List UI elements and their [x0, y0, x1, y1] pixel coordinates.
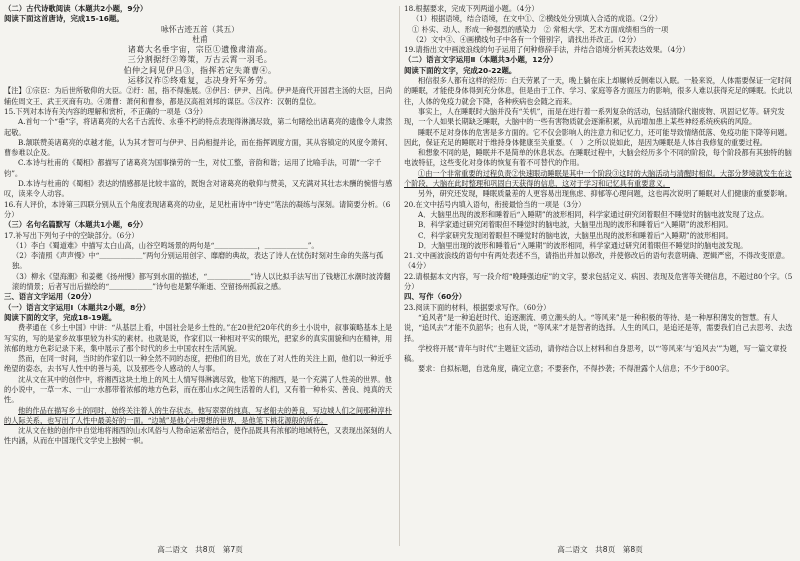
section-language-intro: 阅读下面的文字，完成18-19题。 — [4, 312, 117, 322]
question-15: 15.下列对本诗有关内容的理解和赏析，不正确的一项是（3分） — [4, 106, 207, 116]
question-23: 23.阅读下面的材料，根据要求写作。（60分） — [404, 302, 551, 312]
writing-material: “追风者”是一种追赶时代、追逐潮流、勇立潮头的人。“等风来”是一种积极的等待、是一种厚积薄发的智慧。有人说，“追风去”才能不负韶华；也有人说，“等风来”才是智者的选择。人生的风口，是追还是等，需要我们自己去思考、去选择。 — [404, 312, 793, 343]
poem-line: 伯仲之间见伊吕③，指挥若定失萧曹④。 — [123, 65, 277, 75]
page-divider — [399, 6, 400, 546]
passage-paragraph: 沈从文在其中的创作中，将湘西这块土地上的风土人情写得淋漓尽致，他笔下的湘西，是一个充满了人性美的世界。他的小说中，一草一木、一山一水都带着浓郁的地方色彩，而在那山水之间生活着的人们，又有着一种朴实、善良、纯真的天性。 — [4, 374, 393, 405]
poem-line: 诸葛大名垂宇宙，宗臣①遗像肃清高。 — [127, 45, 273, 55]
writing-requirements: 要求：自拟标题，自选角度，确定立意；不要套作，不得抄袭；不得泄露个人信息；不少于800字。 — [418, 364, 734, 374]
poem-line: 三分割据纡②筹策，万古云霄一羽毛。 — [127, 55, 273, 65]
q15-option-a: A.首句一个“垂”字，将诸葛亮的大名千古流传、永垂不朽的特点表现得淋漓尽致，第二句睹绘出诸葛亮的遗像令人肃然起敬。 — [4, 117, 393, 137]
poem-author: 杜甫 — [192, 34, 208, 44]
question-21: 21.文中画波浪线的语句中有两处表述不当，请指出并加以修改，并使修改后的语句表意明确、逻辑严密，不得改变原意。（4分） — [404, 251, 790, 271]
poem-title: 咏怀古迹五首（其五） — [161, 24, 239, 34]
q18-item-1-options: ① 朴实、动人、形成一种强烈的感染力 ② 常相大学、艺术方面成绩相当的一项 — [412, 24, 669, 34]
q17-item-1: （1）李白《蜀道难》中描写太白山高，山谷空鸣场景的两句是“＿＿＿＿＿＿，＿＿＿＿＿＿”。 — [12, 240, 319, 250]
poem-note: 【注】①宗臣：为后世所敬仰的大臣。②纡：屈，指不得施展。③伊吕：伊尹、吕尚。伊尹是商代开国君主汤的大臣，吕尚辅佐周文王、武王灭商有功。④萧曹：萧何和曹参，都是汉高祖刘邦的谋臣。⑤汉祚：汉朝的皇位。 — [4, 86, 393, 106]
q18-item-1: （1）根据语境，结合语境，在文中①、②横线处分别填入合适的成语。（2分） — [412, 14, 662, 24]
q20-option-d: D．大脑里出现的波形和睡着后“入睡期”的波形相同，科学家通过研究闭着眼但不睡觉时的脑电波发现。 — [418, 240, 748, 250]
passage-paragraph-underlined: 他的作品在描写乡土的同时，始终关注着人的生存状态。他写翠翠的纯真、写老船夫的善良，写边城人们之间那种淳朴的人际关系，也写出了人性中最美好的一面。“边城”是他心中理想的世界，是他笔下桃花源般的所在。 — [4, 405, 392, 425]
passage-paragraph: 和想象不同的是，睡眠并不是简单的休息状态。在睡眠过程中，大脑会经历多个不同的阶段，每个阶段都有其独特的脑电波特征，这些变化对身体的恢复有着不可替代的作用。 — [404, 148, 792, 168]
question-22: 22.请根据本文内容，写一段介绍“晚睡强迫症”的文字，要求包括定义、病因、表现及危害等关键信息，不超过80个字。（5分） — [404, 271, 793, 292]
passage-paragraph: 然而，在同一时间，当时的作家们以一种全然不同的态度，把他们的目光，放在了对人性的关注上面，他们以一种近乎绝望的姿态，去书写人性中的善与美，以及那些令人感动的人与事。 — [4, 354, 392, 374]
q18-item-2: （2）文中③、④画横线句子中各有一个错别字，请找出并改正。（2分） — [412, 34, 641, 44]
section-language-sub: （一）语言文字运用Ⅰ（本题共2小题，8分） — [4, 302, 151, 312]
q15-option-c: C.本诗与杜甫的《蜀相》都描写了诸葛亮为国事操劳的一生，对仗工整，音韵和谐；运用了比喻手法，可谓“一字千钧”。 — [4, 158, 382, 178]
page-footer-right: 高二语文 共8页 第8页 — [557, 544, 643, 554]
q17-item-3: （3）柳永《望海潮》和姜夔《扬州慢》都写到水面的描述，“＿＿＿＿＿＿”诗人以比拟手法写出了钱塘江水潮时波涛翻滚的情景；后者写出后描绘的“＿＿＿＿＿＿”诗句也是繁华渐逝、空留扬州孤寂之感。 — [12, 271, 391, 292]
question-17: 17.补写出下列句子中的空缺部分。（6分） — [4, 230, 139, 240]
section-writing-title: 四、写作（60分） — [404, 292, 467, 302]
q17-item-2: （2）李清照《声声慢》中“＿＿＿＿＿＿”两句分别运用创字、靡磨的典故，表达了诗人在忧伤时刻对生命的失落与孤独。 — [12, 251, 384, 271]
poem-line: 运移汉祚⑤终难复，志决身歼军务劳。 — [127, 76, 273, 86]
passage-paragraph: 相信很多人都有这样的经历：白天劳累了一天，晚上躺在床上却辗转反侧难以入眠。一般来说，人体需要保证一定时间的睡眠，才能使身体得到充分休息，但是由于工作、学习、家庭等各方面压力的影响，很多人难以获得充足的睡眠。长此以往，人体的免疫力就会下降，各种疾病也会随之而来。 — [404, 76, 793, 106]
q15-option-d: D.本诗与杜甫的《蜀相》表达的情感都是比较丰富的，既饱含对诸葛亮的敬仰与赞美，又充满对其壮志未酬的惋惜与感叹，读来令人动容。 — [4, 179, 393, 199]
question-20: 20.在文中括号内填入语句，衔接最恰当的一项是（3分） — [404, 199, 586, 209]
section-poetry-intro: 阅读下面这首唐诗，完成15-16题。 — [4, 14, 124, 24]
q20-option-c: C．科学家研究发现闭着眼但不睡觉时的脑电波，大脑里出现的波形和睡着后“入睡期”的波形相同。 — [418, 230, 733, 240]
q20-option-a: A．大脑里出现的波形和睡着后“入睡期”的波形相同，科学家通过研究闭着眼但不睡觉时的脑电波发现了这点。 — [418, 209, 769, 219]
question-19: 19.请指出文中画波浪线的句子运用了何种修辞手法，并结合语境分析其表达效果。（4分） — [404, 45, 690, 55]
passage-paragraph-boxed: ①由一个非常重要的过程负责②快速眼动睡眠是其中一个阶段③这时的大脑活动与清醒时相似。大部分梦境就发生在这个阶段，大脑在此时整理和巩固白天获得的信息，这对于学习和记忆具有重要意义。 — [404, 168, 792, 189]
question-16: 16.有人评价，本诗第三四联分别从五个角度表现诸葛亮的功业，足见杜甫诗中“诗史”笔法的凝练与深刻。请简要分析。（6分） — [4, 199, 391, 219]
passage-paragraph: 另外，研究还发现，睡眠质量差的人更容易出现焦虑、抑郁等心理问题，这也再次说明了睡眠对人们健康的重要影响。 — [418, 189, 792, 199]
section-fill-title: （三）名句名篇默写（本题共1小题，6分） — [4, 220, 148, 230]
passage-paragraph: 睡眠不足对身体的危害是多方面的。它不仅会影响人的注意力和记忆力，还可能导致情绪低落、免疫功能下降等问题。因此，保证充足的睡眠对于维持身体健康至关重要。（ ）之所以说如此，是因为睡眠是人体自我修复的重要过程。 — [404, 127, 792, 147]
passage-paragraph: 沈从文在他的创作中自觉地将湘西的山水风俗与人物命运紧密结合，使作品既具有浓郁的地域特色，又表现出深刻的人性内涵，从而在中国现代文学史上独树一帜。 — [4, 426, 392, 446]
writing-task: 学校将开展“青年与时代”主题征文活动，请你结合以上材料和自身思考，以“‘等风来’与‘追风去’”为题，写一篇文章投稿。 — [404, 343, 787, 364]
q15-option-b: B.颔联赞美诸葛亮的卓越才能，认为其才智可与伊尹、吕尚相提并论，而在指挥调度方面，其从容镇定的风度令萧何、曹参难以企及。 — [4, 137, 393, 158]
page-footer-left: 高二语文 共8页 第7页 — [157, 544, 243, 554]
page-right — [404, 4, 796, 557]
section-language-ii-title: （二）语言文字运用Ⅱ（本题共3小题，12分） — [404, 55, 558, 65]
section-language-ii-intro: 阅读下面的文字，完成20-22题。 — [404, 65, 517, 75]
section-language-title: 三、语言文字运用（20分） — [4, 292, 96, 302]
passage-paragraph: 事实上，人在睡眠时大脑并没有“关机”，而是在进行着一系列复杂的活动，包括清除代谢废物、巩固记忆等。研究发现，一个人如果长期缺乏睡眠，大脑中的一些有害物质就会逐渐积累，从而增加患上某些神经系统疾病的风险。 — [404, 106, 785, 127]
question-18: 18.根据要求，完成下列两道小题。（4分） — [404, 4, 539, 13]
page-left — [4, 4, 396, 557]
section-poetry-title: （二）古代诗歌阅读（本题共2小题，9分） — [4, 4, 148, 13]
poem — [4, 25, 396, 87]
passage-paragraph: 费孝通在《乡土中国》中讲：“从基层上看，中国社会是乡土性的。”在20世纪20年代的乡土小说中，叙事策略基本上是写实的，写的是家乡故事里较为朴实的素材。也就是说，作家们以一种相对平实的眼光，把家乡的真实面貌和内在精神，用浓郁的地方色彩记录下来，集中展示了那个时代的乡土中国农村生活风貌。 — [4, 323, 393, 353]
q20-option-b: B．科学家通过研究闭着眼但不睡觉时的脑电波，大脑里出现的波形和睡着后“入睡期”的波形相同。 — [418, 220, 733, 230]
